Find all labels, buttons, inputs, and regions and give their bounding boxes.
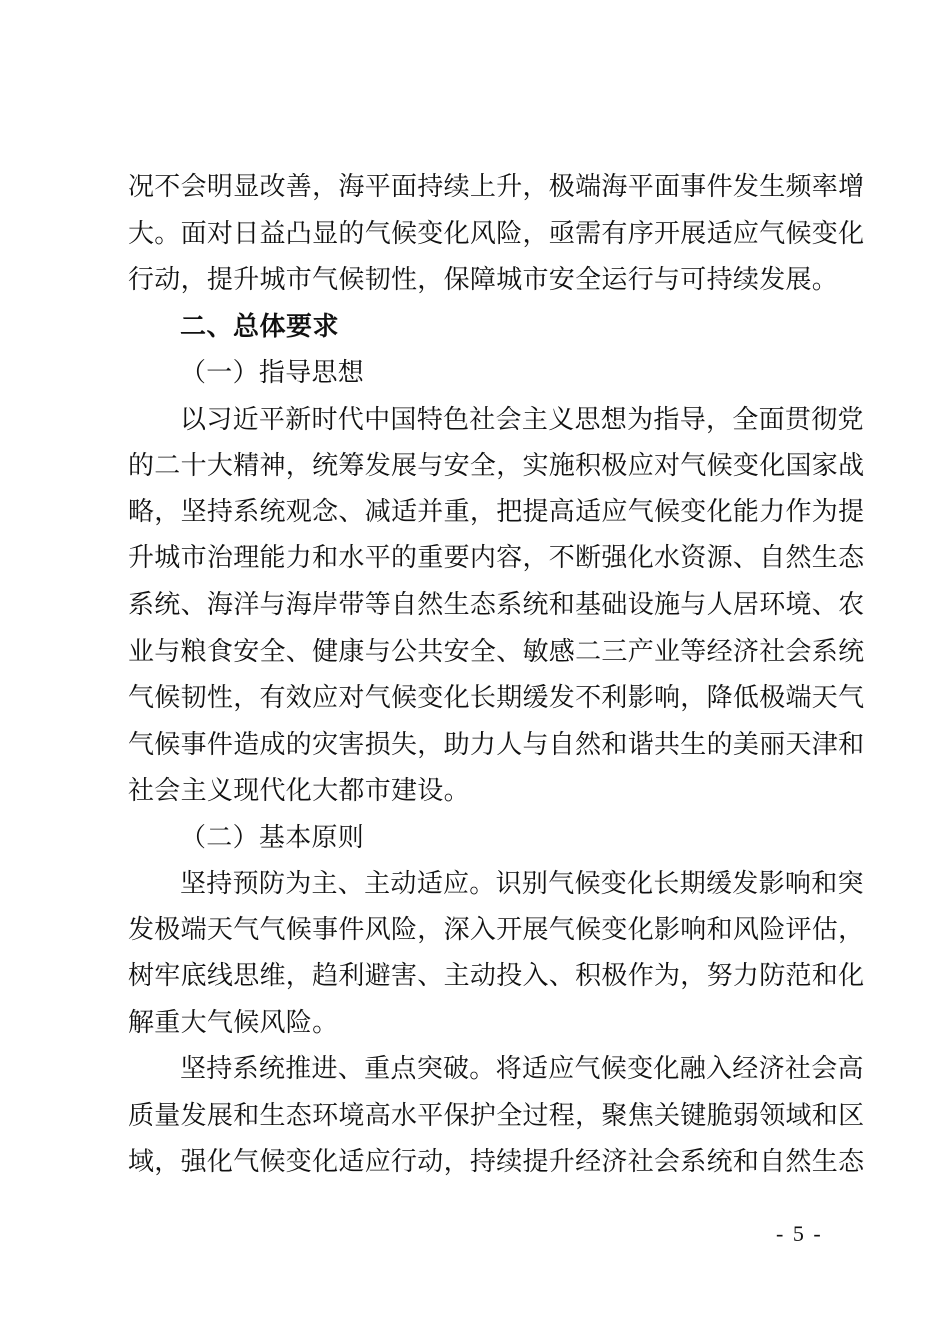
body-text-line: 发极端天气气候事件风险，深入开展气候变化影响和风险评估，	[128, 915, 865, 945]
body-text-line: 大。面对日益凸显的气候变化风险，亟需有序开展适应气候变化	[128, 219, 865, 249]
body-text-line: 况不会明显改善，海平面持续上升，极端海平面事件发生频率增	[128, 172, 865, 202]
body-text-line: 气候事件造成的灾害损失，助力人与自然和谐共生的美丽天津和	[128, 730, 865, 760]
body-text-line: 域，强化气候变化适应行动，持续提升经济社会系统和自然生态	[128, 1147, 865, 1177]
section-heading: 二、总体要求	[180, 312, 340, 342]
page-number: - 5 -	[776, 1221, 823, 1246]
body-text-line: 行动，提升城市气候韧性，保障城市安全运行与可持续发展。	[128, 265, 839, 295]
subsection-heading: （二）基本原则	[180, 823, 365, 853]
body-text-line: 升城市治理能力和水平的重要内容，不断强化水资源、自然生态	[128, 543, 865, 573]
body-text-line: 坚持预防为主、主动适应。识别气候变化长期缓发影响和突	[180, 869, 864, 899]
subsection-heading: （一）指导思想	[180, 358, 365, 388]
body-text-line: 业与粮食安全、健康与公共安全、敏感二三产业等经济社会系统	[128, 637, 865, 667]
body-text-line: 气候韧性，有效应对气候变化长期缓发不利影响，降低极端天气	[128, 683, 865, 713]
body-text-line: 略，坚持系统观念、减适并重，把提高适应气候变化能力作为提	[128, 497, 865, 527]
body-text-line: 解重大气候风险。	[128, 1008, 339, 1038]
body-text-line: 以习近平新时代中国特色社会主义思想为指导，全面贯彻党	[180, 405, 864, 435]
body-text-line: 系统、海洋与海岸带等自然生态系统和基础设施与人居环境、农	[128, 590, 865, 620]
body-text-line: 坚持系统推进、重点突破。将适应气候变化融入经济社会高	[180, 1054, 864, 1084]
body-text-line: 社会主义现代化大都市建设。	[128, 776, 470, 806]
body-text-line: 的二十大精神，统筹发展与安全，实施积极应对气候变化国家战	[128, 451, 865, 481]
body-text-line: 树牢底线思维，趋利避害、主动投入、积极作为，努力防范和化	[128, 961, 865, 991]
body-text-line: 质量发展和生态环境高水平保护全过程，聚焦关键脆弱领域和区	[128, 1101, 865, 1131]
